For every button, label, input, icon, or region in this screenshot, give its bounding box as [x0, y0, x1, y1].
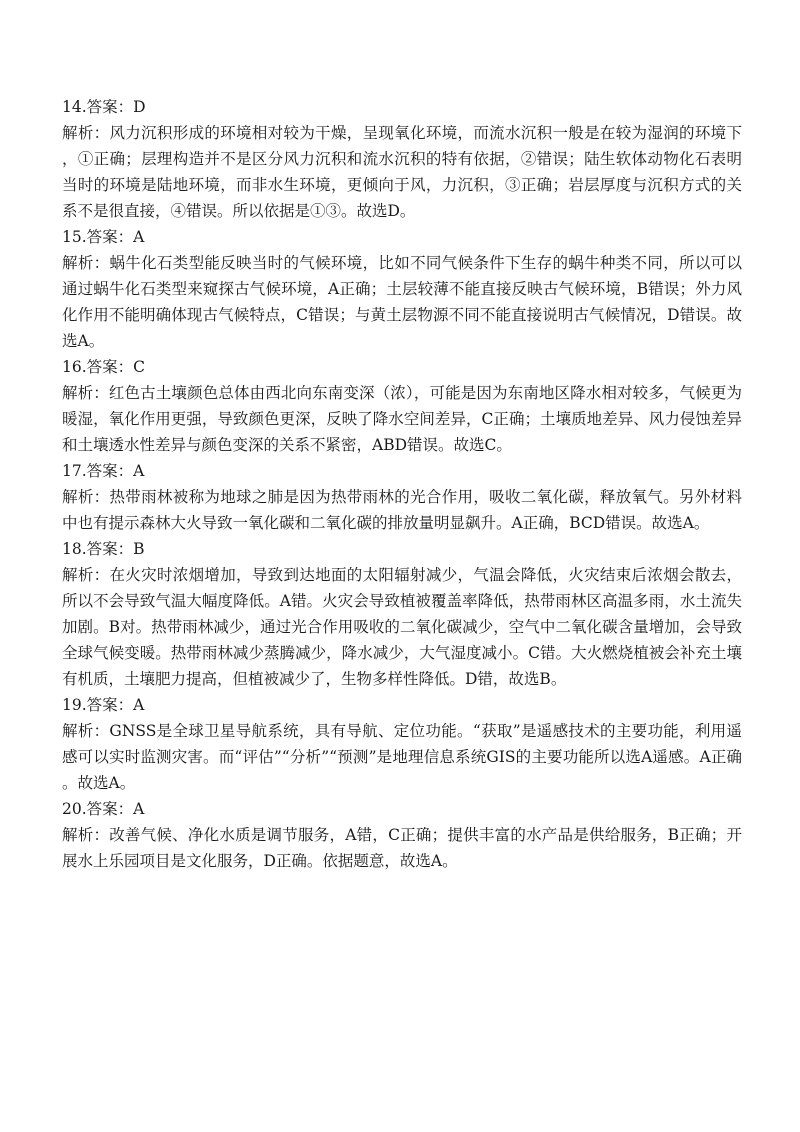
answer-line: 15.答案：A — [62, 228, 145, 246]
explanation-text: 解析：红色古土壤颜色总体由西北向东南变深（浓），可能是因为东南地区降水相对较多，气候更为暖湿，氧化作用更强，导致颜色更深，反映了降水空间差异，C正确；土壤质地差异、风力侵蚀差异和土壤透水性差异与颜色变深的关系不紧密，ABD错误。故选C。 — [62, 384, 742, 454]
question-14 — [62, 94, 742, 224]
question-18 — [62, 536, 742, 692]
question-16 — [62, 354, 742, 458]
question-15 — [62, 224, 742, 354]
question-19 — [62, 692, 742, 796]
answer-key-page — [62, 94, 742, 874]
answer-line: 20.答案：A — [62, 800, 145, 818]
explanation-text: 解析：热带雨林被称为地球之肺是因为热带雨林的光合作用，吸收二氧化碳，释放氧气。另外材料中也有提示森林大火导致一氧化碳和二氧化碳的排放量明显飙升。A正确，BCD错误。故选A。 — [62, 488, 742, 532]
answer-line: 18.答案：B — [62, 540, 145, 558]
explanation-text: 解析：在火灾时浓烟增加，导致到达地面的太阳辐射减少，气温会降低，火灾结束后浓烟会散去，所以不会导致气温大幅度降低。A错。火灾会导致植被覆盖率降低，热带雨林区高温多雨，水土流失加剧。B对。热带雨林减少，通过光合作用吸收的二氧化碳减少，空气中二氧化碳含量增加，会导致全球气候变暖。热带雨林减少蒸腾减少，降水减少，大气湿度减小。C错。大火燃烧植被会补充土壤有机质，土壤肥力提高，但植被减少了，生物多样性降低。D错，故选B。 — [62, 566, 742, 688]
explanation-text: 解析：GNSS是全球卫星导航系统，具有导航、定位功能。“获取”是遥感技术的主要功能，利用遥感可以实时监测灾害。而“评估”“分析”“预测”是地理信息系统GIS的主要功能所以选A遥感。A正确。故选A。 — [62, 722, 742, 792]
explanation-text: 解析：风力沉积形成的环境相对较为干燥，呈现氧化环境，而流水沉积一般是在较为湿润的环境下，①正确；层理构造并不是区分风力沉积和流水沉积的特有依据，②错误；陆生软体动物化石表明当时的环境是陆地环境，而非水生环境，更倾向于风，力沉积，③正确；岩层厚度与沉积方式的关系不是很直接，④错误。所以依据是①③。故选D。 — [62, 124, 742, 220]
answer-line: 19.答案：A — [62, 696, 145, 714]
question-20 — [62, 796, 742, 874]
answer-line: 16.答案：C — [62, 358, 146, 376]
question-17 — [62, 458, 742, 536]
explanation-text: 解析：蜗牛化石类型能反映当时的气候环境，比如不同气候条件下生存的蜗牛种类不同，所以可以通过蜗牛化石类型来窥探古气候环境，A正确；土层较薄不能直接反映古气候环境，B错误；外力风化作用不能明确体现古气候特点，C错误；与黄土层物源不同不能直接说明古气候情况，D错误。故选A。 — [62, 254, 742, 350]
explanation-text: 解析：改善气候、净化水质是调节服务，A错，C正确；提供丰富的水产品是供给服务，B正确；开展水上乐园项目是文化服务，D正确。依据题意，故选A。 — [62, 826, 742, 870]
answer-line: 14.答案：D — [62, 98, 146, 116]
answer-line: 17.答案：A — [62, 462, 145, 480]
